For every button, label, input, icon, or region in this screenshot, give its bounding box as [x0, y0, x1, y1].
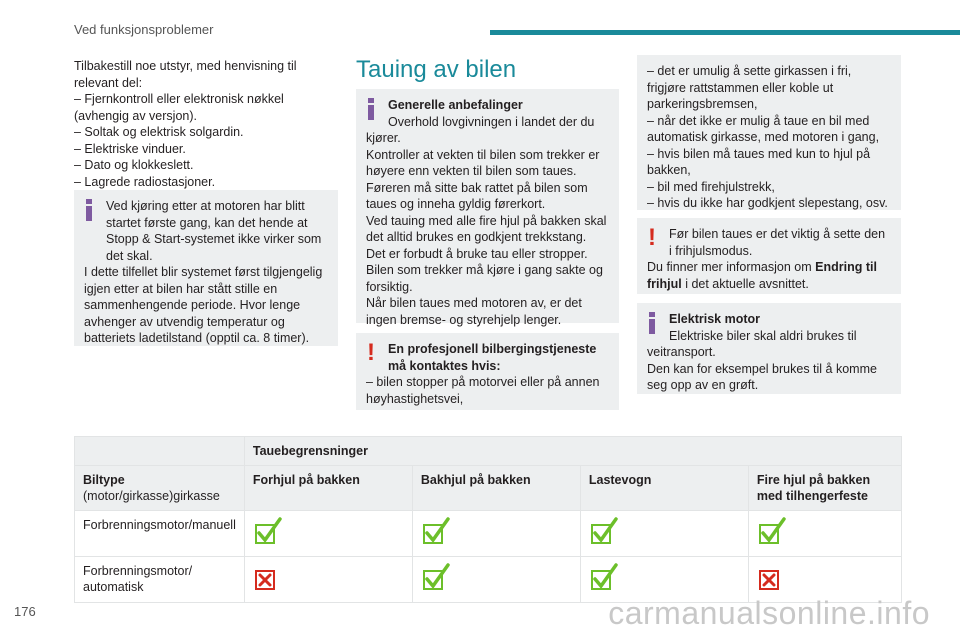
general-line: Når bilen taues med motoren av, er det ingen bremse- og styrehjelp lenger. [366, 296, 582, 327]
freewheel-reference [647, 259, 891, 292]
professional-item: – bil med firehjulstrekk, [647, 179, 775, 194]
professional-service-box [356, 333, 619, 410]
col-header-rear: Bakhjul på bakken [412, 466, 580, 511]
professional-item: – når det ikke er mulig å taue en bil med automatisk girkasse, med motoren i gang, [647, 113, 880, 144]
table-empty-cell [75, 437, 245, 466]
general-line: Ved tauing med alle fire hjul på bakken skal det alltid brukes en godkjent trekkstang. Det er forbudt å bruke tau eller stropper. [366, 213, 607, 261]
watermark: carmanualsonline.info [608, 595, 930, 631]
professional-item: – hvis bilen må taues med kun to hjul på bakken, [647, 146, 871, 177]
info-icon [367, 98, 375, 120]
towing-limits-table [74, 436, 902, 603]
intro-line: – Elektriske vinduer. [74, 141, 186, 156]
header-title: Ved funksjonsproblemer [74, 22, 214, 37]
intro-line: – Dato og klokkeslett. [74, 158, 194, 172]
col-header-type [75, 466, 245, 511]
info-icon [648, 312, 656, 334]
col-header-four: Fire hjul på bakken med tilhengerfeste [748, 466, 901, 511]
freewheel-ref-link: Endring til frihjul [647, 260, 877, 291]
intro-line: – Lagrede radiostasjoner. [74, 174, 216, 189]
cross-icon [253, 563, 283, 593]
professional-heading: En profesjonell bilbergingstjeneste må kontaktes hvis: [388, 342, 597, 373]
stopstart-note-second: I dette tilfellet blir systemet først tilgjengelig igjen etter at bilen har stått stille en sammenhengende periode. Hvor lenge avhenger av utvendig temperatur og batteriets ladetilstand (opptil ca. 8 timer). [84, 265, 323, 345]
freewheel-warning-box [637, 218, 901, 294]
header-bar [490, 30, 960, 35]
page-number: 176 [14, 604, 36, 619]
general-line: Bilen som trekker må kjøre i gang sakte og forsiktig. [366, 263, 603, 294]
mark-cell [580, 511, 748, 557]
professional-item: – det er umulig å sette girkassen i fri, frigjøre rattstammen eller koble ut parkeringsbremsen, [647, 64, 852, 111]
general-heading: Generelle anbefalinger [388, 98, 523, 112]
mark-cell [244, 557, 412, 603]
col-header-type-sub: (motor/girkasse)girkasse [83, 489, 220, 503]
check-icon [589, 563, 619, 593]
mark-cell [748, 511, 901, 557]
check-icon [421, 563, 451, 593]
warning-icon: ! [648, 224, 656, 251]
general-line: Overhold lovgivningen i landet der du kjører. [366, 114, 595, 145]
table-title: Tauebegrensninger [244, 437, 901, 466]
col-header-truck: Lastevogn [580, 466, 748, 511]
col-header-type-bold: Biltype [83, 473, 125, 487]
mark-cell [412, 511, 580, 557]
professional-item: – hvis du ikke har godkjent slepestang, osv. [647, 196, 888, 210]
general-recommendations-box [356, 89, 619, 327]
intro-line: Tilbakestill noe utstyr, med henvisning til relevant del: [74, 59, 297, 90]
intro-line: – Fjernkontroll eller elektronisk nøkkel (avhengig av versjon). [74, 92, 284, 123]
general-line: Kontroller at vekten til bilen som trekker er høyere enn vekten til bilen som taues. [366, 147, 600, 178]
col-header-front: Forhjul på bakken [244, 466, 412, 511]
table-row [75, 511, 902, 557]
intro-text [74, 58, 339, 190]
stopstart-note-box [74, 190, 338, 346]
stopstart-note-first: Ved kjøring etter at motoren har blitt startet første gang, kan det hende at Stopp & Start-systemet ikke virker som det skal. [106, 199, 322, 263]
electric-line: Elektriske biler skal aldri brukes til veitransport. [647, 328, 857, 359]
mark-cell [244, 511, 412, 557]
cross-icon [757, 563, 787, 593]
warning-icon: ! [367, 339, 375, 366]
general-line: Føreren må sitte bak rattet på bilen som taues og inneha gyldig førerkort. [366, 180, 588, 211]
check-icon [253, 517, 283, 547]
electric-line: Den kan for eksempel brukes til å komme seg opp av en grøft. [647, 361, 877, 392]
check-icon [421, 517, 451, 547]
row-label: Forbrenningsmotor/manuell [75, 511, 245, 557]
mark-cell [412, 557, 580, 603]
check-icon [757, 517, 787, 547]
freewheel-ref-prefix: Du finner mer informasjon om [647, 260, 816, 274]
professional-service-continued-box [637, 55, 901, 210]
section-title: Tauing av bilen [356, 56, 517, 83]
check-icon [589, 517, 619, 547]
table-header-row [75, 466, 902, 511]
intro-line: – Soltak og elektrisk solgardin. [74, 125, 244, 139]
freewheel-ref-suffix: i det aktuelle avsnittet. [681, 276, 809, 291]
electric-heading: Elektrisk motor [669, 312, 761, 326]
info-icon [85, 199, 93, 221]
table-title-row [75, 437, 902, 466]
row-label: Forbrenningsmotor/ automatisk [75, 557, 245, 603]
freewheel-text: Før bilen taues er det viktig å sette den i frihjulsmodus. [669, 227, 886, 258]
electric-motor-box [637, 303, 901, 394]
professional-item: – bilen stopper på motorvei eller på annen høyhastighetsvei, [366, 375, 600, 406]
